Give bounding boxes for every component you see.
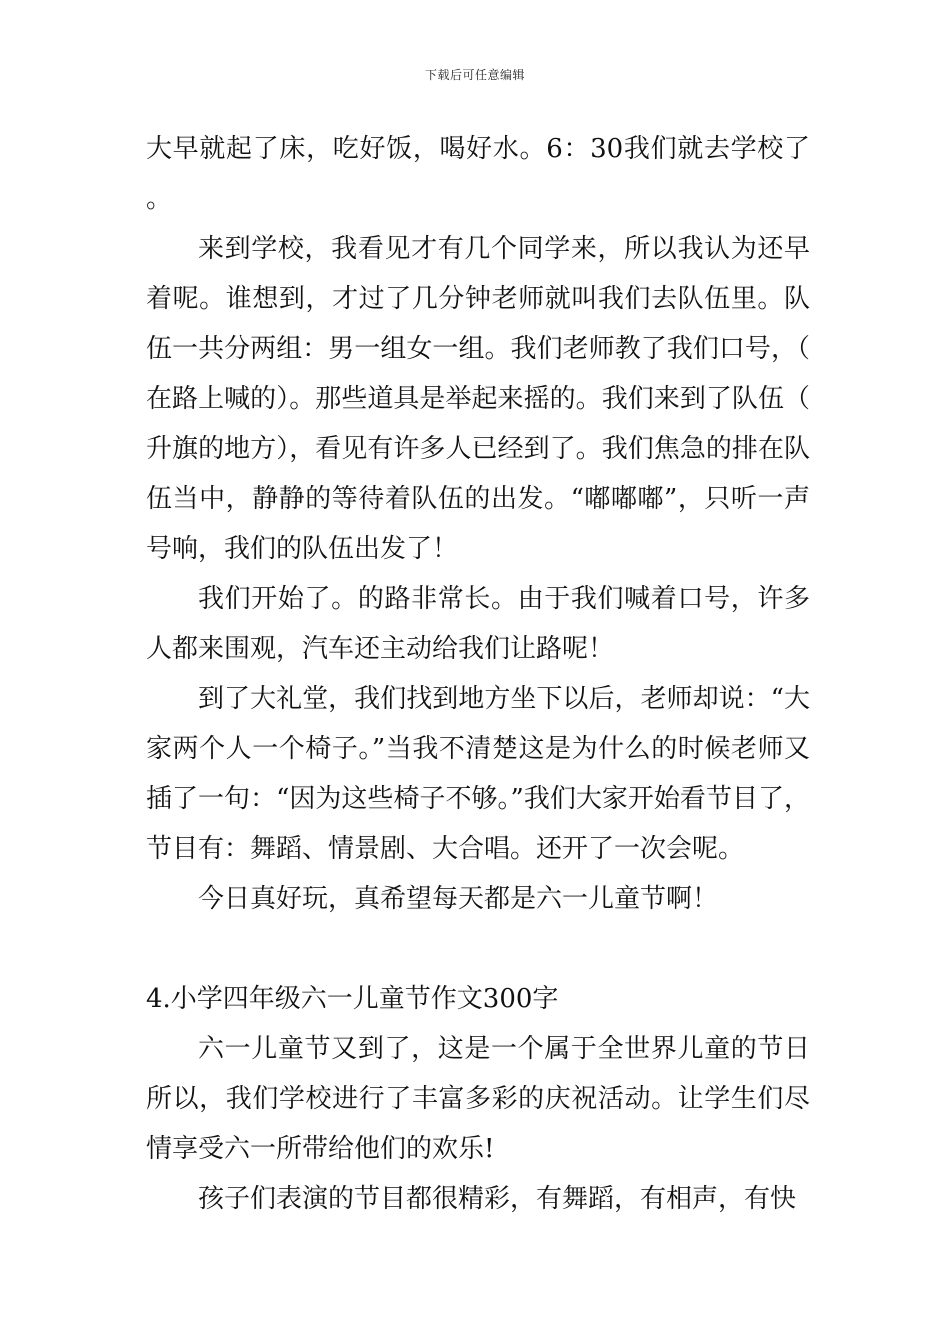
header-note: 下载后可任意编辑 — [424, 68, 525, 82]
paragraph-7: 孩子们表演的节目都很精彩，有舞蹈，有相声，有快 — [198, 1184, 797, 1214]
paragraph-5: 今日真好玩，真希望每天都是六一儿童节啊！ — [198, 884, 719, 914]
paragraph-1: 大早就起了床，吃好饭，喝好水。6：30我们就去学校了。 — [146, 134, 810, 214]
paragraph-6: 六一儿童节又到了，这是一个属于全世界儿童的节日所以，我们学校进行了丰富多彩的庆祝活动。让学生们尽情享受六一所带给他们的欢乐! — [146, 1034, 810, 1164]
paragraph-4: 到了大礼堂，我们找到地方坐下以后，老师却说：“大家两个人一个椅子。”当我不清楚这是为什么的时候老师又插了一句：“因为这些椅子不够。”我们大家开始看节目了，节目有：舞蹈、情景剧、大合唱。还开了一次会呢。 — [146, 684, 810, 864]
paragraph-3: 我们开始了。的路非常长。由于我们喊着口号，许多人都来围观，汽车还主动给我们让路呢！ — [146, 584, 810, 664]
document-body — [146, 124, 810, 1224]
section-spacer — [146, 924, 810, 974]
paragraph-2: 来到学校，我看见才有几个同学来，所以我认为还早着呢。谁想到，才过了几分钟老师就叫我们去队伍里。队伍一共分两组：男一组女一组。我们老师教了我们口号，（在路上喊的）。那些道具是举起来摇的。我们来到了队伍（升旗的地方），看见有许多人已经到了。我们焦急的排在队伍当中，静静的等待着队伍的出发。“嘟嘟嘟”，只听一声号响，我们的队伍出发了！ — [146, 234, 810, 564]
section-heading: 4.小学四年级六一儿童节作文300字 — [146, 984, 559, 1014]
